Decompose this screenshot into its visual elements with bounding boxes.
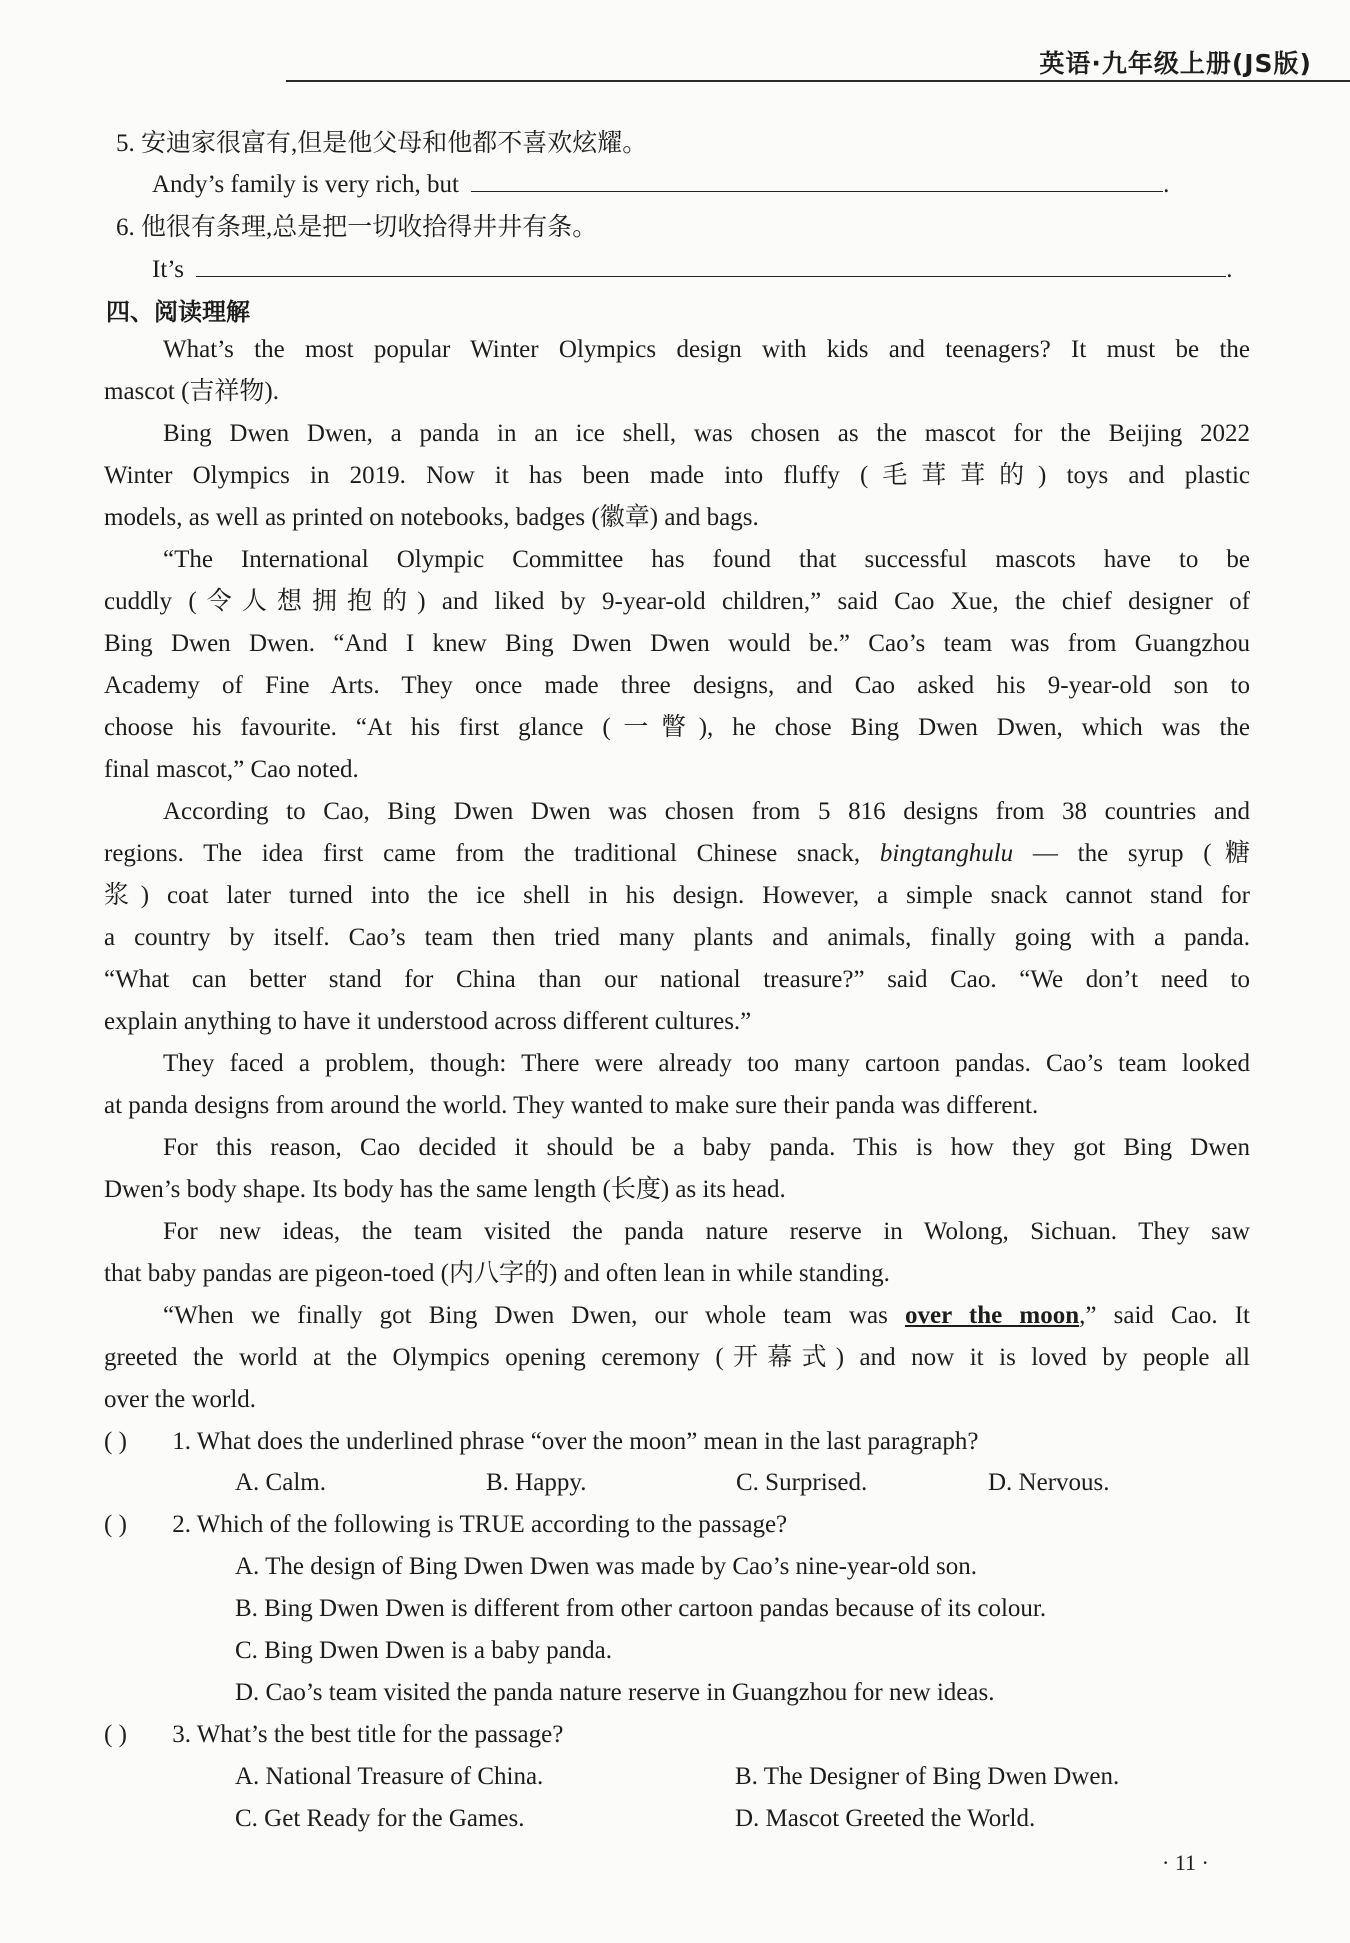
passage-line: 浆) coat later turned into the ice shell in his design. However, a simple snack cannot stand for — [104, 882, 1250, 909]
option[interactable]: A. The design of Bing Dwen Dwen was made by Cao’s nine-year-old son. — [235, 1553, 977, 1580]
section-title: 四、阅读理解 — [106, 298, 250, 326]
passage-line: choose his favourite. “At his first glance (一瞥), he chose Bing Dwen Dwen, which was the — [104, 714, 1250, 741]
question-stem: 1. What does the underlined phrase “over the moon” mean in the last paragraph? — [172, 1428, 979, 1455]
passage-line: mascot (吉祥物). — [104, 378, 279, 405]
question-stem: 3. What’s the best title for the passage? — [172, 1721, 564, 1748]
passage-line: Bing Dwen Dwen. “And I knew Bing Dwen Dwen would be.” Cao’s team was from Guangzhou — [104, 630, 1250, 657]
q5-answer-blank[interactable] — [471, 167, 1163, 192]
question-2 — [104, 1508, 787, 1542]
passage-line: final mascot,” Cao noted. — [104, 756, 359, 783]
passage-line: For this reason, Cao decided it should be a baby panda. This is how they got Bing Dwen — [163, 1134, 1250, 1161]
q5-english-row: Andy’s family is very rich, but . — [152, 167, 1169, 202]
passage-line: According to Cao, Bing Dwen Dwen was chosen from 5 816 designs from 38 countries and — [163, 798, 1250, 825]
option[interactable]: C. Bing Dwen Dwen is a baby panda. — [235, 1637, 613, 1664]
q6-chinese: 6. 他很有条理,总是把一切收拾得井井有条。 — [116, 214, 598, 241]
passage-line: models, as well as printed on notebooks, badges (徽章) and bags. — [104, 504, 759, 531]
option[interactable]: D. Nervous. — [988, 1469, 1110, 1496]
passage-line: at panda designs from around the world. They wanted to make sure their panda was different. — [104, 1092, 1039, 1119]
passage-line: Winter Olympics in 2019. Now it has been made into fluffy (毛茸茸的) toys and plastic — [104, 462, 1250, 489]
question-1 — [104, 1425, 978, 1459]
header-rule — [286, 80, 1350, 82]
passage-line: Academy of Fine Arts. They once made three designs, and Cao asked his 9-year-old son to — [104, 672, 1250, 699]
passage-line: cuddly (令人想拥抱的) and liked by 9-year-old children,” said Cao Xue, the chief designer of — [104, 588, 1250, 615]
answer-paren[interactable]: ( ) — [104, 1721, 127, 1748]
passage-line: What’s the most popular Winter Olympics design with kids and teenagers? It must be the — [163, 336, 1250, 363]
q6-english: It’s — [152, 256, 184, 283]
answer-paren[interactable]: ( ) — [104, 1428, 127, 1455]
answer-paren[interactable]: ( ) — [104, 1511, 127, 1538]
page-number: · 11 · — [1162, 1850, 1209, 1875]
option[interactable]: B. Happy. — [486, 1469, 587, 1496]
q6-english-row: It’s . — [152, 252, 1232, 287]
passage-line: They faced a problem, though: There were already too many cartoon pandas. Cao’s team looked — [163, 1050, 1250, 1077]
passage-line: over the world. — [104, 1386, 257, 1413]
option[interactable]: D. Mascot Greeted the World. — [735, 1805, 1036, 1832]
passage-line: explain anything to have it understood across different cultures.” — [104, 1008, 752, 1035]
option[interactable]: C. Get Ready for the Games. — [235, 1805, 525, 1832]
option[interactable]: D. Cao’s team visited the panda nature reserve in Guangzhou for new ideas. — [235, 1679, 995, 1706]
snack-name: bingtanghulu — [879, 840, 1014, 867]
question-stem: 2. Which of the following is TRUE according to the passage? — [172, 1511, 788, 1538]
passage-line: “The International Olympic Committee has found that successful mascots have to be — [163, 546, 1250, 573]
passage-line: a country by itself. Cao’s team then tried many plants and animals, finally going with a panda. — [104, 924, 1250, 951]
passage-line: greeted the world at the Olympics opening ceremony (开幕式) and now it is loved by people all — [104, 1344, 1250, 1371]
option[interactable]: B. The Designer of Bing Dwen Dwen. — [735, 1763, 1120, 1790]
option[interactable]: A. Calm. — [235, 1469, 326, 1496]
passage-line: regions. The idea first came from the traditional Chinese snack, bingtanghulu — the syrup (糖 — [104, 840, 1251, 867]
passage-line: Dwen’s body shape. Its body has the same length (长度) as its head. — [104, 1176, 786, 1203]
question-3 — [104, 1718, 563, 1752]
q5-english: Andy’s family is very rich, but — [152, 171, 459, 198]
passage-line: that baby pandas are pigeon-toed (内八字的) and often lean in while standing. — [104, 1260, 890, 1287]
header-title: 英语·九年级上册(JS版) — [1039, 49, 1312, 78]
option[interactable]: B. Bing Dwen Dwen is different from other cartoon pandas because of its colour. — [235, 1595, 1047, 1622]
passage-line: “What can better stand for China than our national treasure?” said Cao. “We don’t need to — [104, 966, 1250, 993]
q5-chinese: 5. 安迪家很富有,但是他父母和他都不喜欢炫耀。 — [116, 130, 648, 157]
q6-answer-blank[interactable] — [196, 252, 1226, 277]
underlined-phrase: over the moon — [905, 1302, 1080, 1329]
option[interactable]: A. National Treasure of China. — [235, 1763, 544, 1790]
passage-line: For new ideas, the team visited the panda nature reserve in Wolong, Sichuan. They saw — [163, 1218, 1250, 1245]
passage-line: Bing Dwen Dwen, a panda in an ice shell, was chosen as the mascot for the Beijing 2022 — [163, 420, 1250, 447]
passage-line: “When we finally got Bing Dwen Dwen, our whole team was over the moon,” said Cao. It — [163, 1302, 1250, 1329]
option[interactable]: C. Surprised. — [736, 1469, 868, 1496]
